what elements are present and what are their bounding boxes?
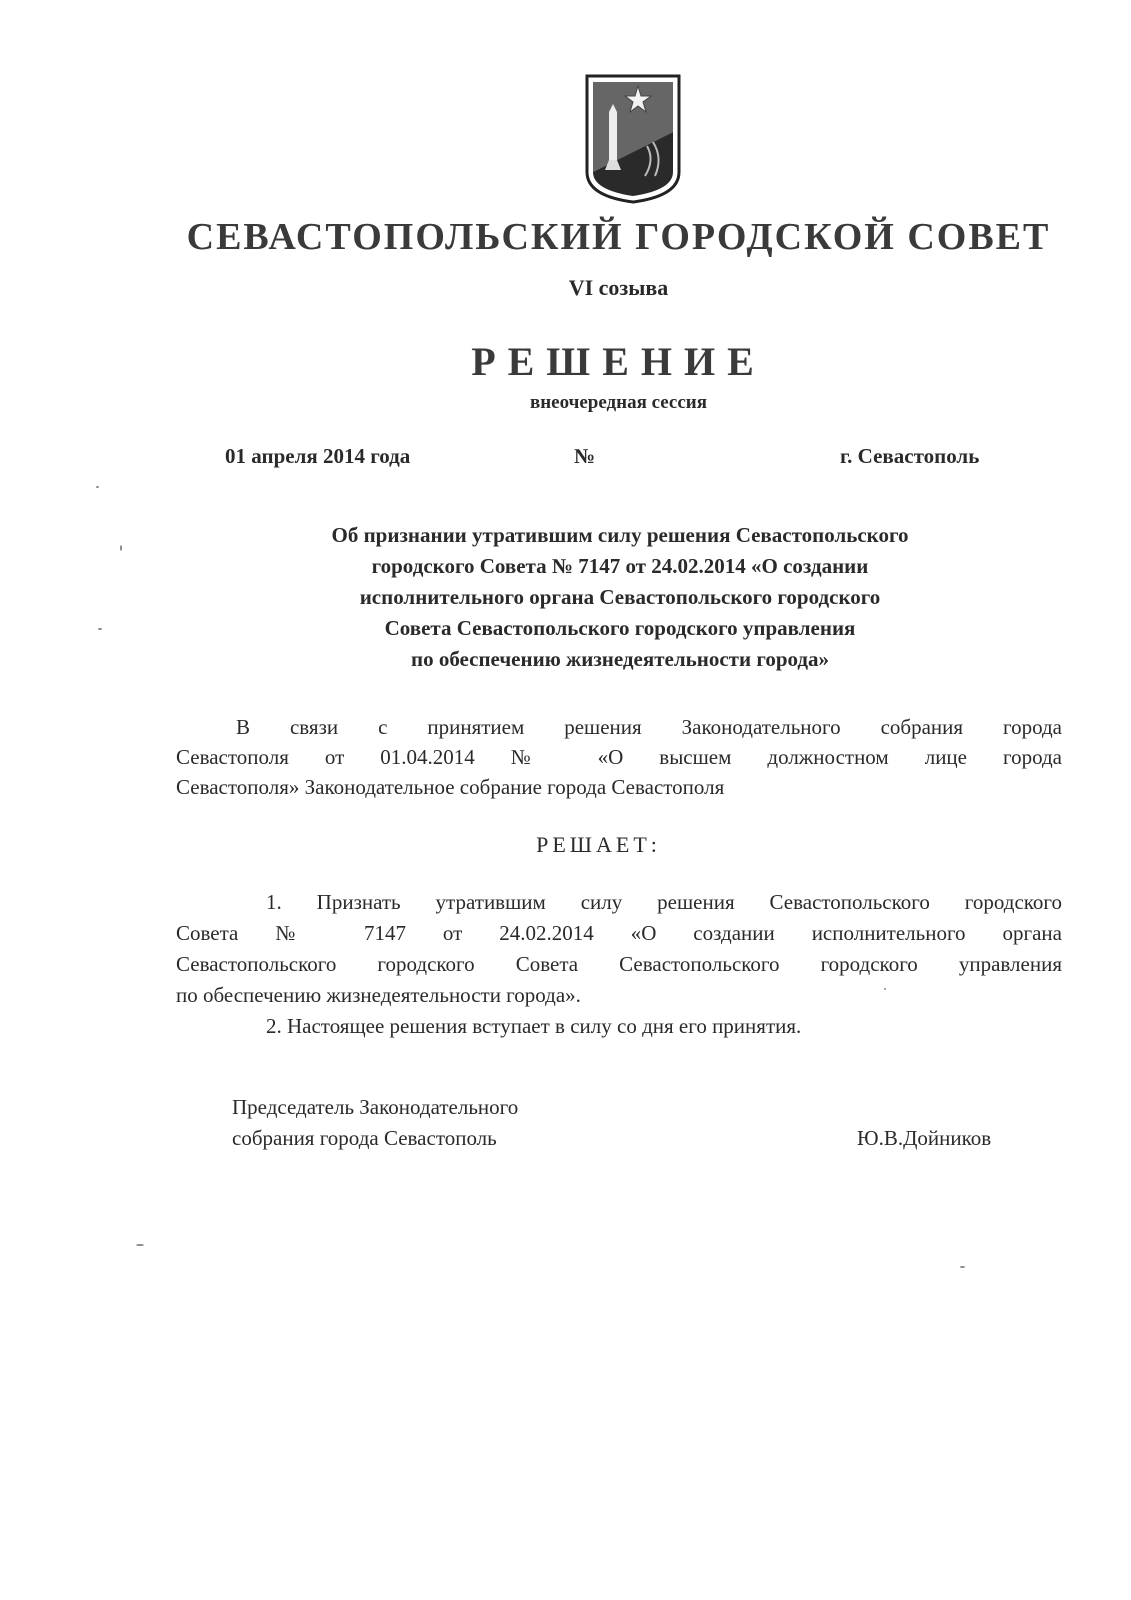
preamble-line: Севастополя» Законодательное собрание города Севастополя: [176, 775, 725, 799]
decision-subject: [240, 520, 1000, 675]
decides-heading: РЕШАЕТ:: [536, 832, 661, 857]
preamble-line: В связи с принятием решения Законодательного собрания города: [236, 715, 1062, 739]
subject-line: городского Совета № 7147 от 24.02.2014 «О создании: [371, 554, 869, 578]
scan-speck: [98, 628, 102, 630]
clause-2: 2. Настоящее решения вступает в силу со дня его принятия.: [266, 1014, 802, 1038]
signatory-name: Ю.В.Дойников: [857, 1126, 992, 1150]
scan-speck: [96, 486, 99, 488]
scan-speck: [120, 545, 122, 551]
convocation-label: VI созыва: [568, 275, 669, 300]
clause-line: 1. Признать утратившим силу решения Севастопольского городского: [266, 890, 1062, 914]
preamble-paragraph: [176, 712, 1062, 802]
decision-city: г. Севастополь: [840, 444, 980, 468]
council-title: СЕВАСТОПОЛЬСКИЙ ГОРОДСКОЙ СОВЕТ: [186, 216, 1051, 258]
sevastopol-coat-of-arms-icon: [583, 72, 683, 204]
signatory-position-line: Председатель Законодательного: [232, 1095, 519, 1119]
decision-clauses: [176, 887, 1062, 1042]
subject-line: Совета Севастопольского городского управления: [384, 616, 856, 640]
clause-line: Совета № 7147 от 24.02.2014 «О создании исполнительного органа: [176, 921, 1062, 945]
scan-speck: [960, 1266, 965, 1268]
subject-line: по обеспечению жизнедеятельности города»: [410, 647, 830, 671]
decision-number: №: [574, 444, 596, 468]
subject-line: Об признании утратившим силу решения Севастопольского: [331, 523, 909, 547]
scan-speck: [884, 988, 886, 990]
decision-date: 01 апреля 2014 года: [225, 444, 411, 468]
session-label: внеочередная сессия: [529, 392, 708, 413]
clause-line: Севастопольского городского Совета Севастопольского городского управления: [176, 952, 1062, 976]
preamble-line: Севастополя от 01.04.2014 № «О высшем должностном лице города: [176, 745, 1062, 769]
signatory-position-line: собрания города Севастополь: [232, 1126, 497, 1150]
document-type-title: РЕШЕНИЕ: [471, 339, 766, 384]
signatory-position: [232, 1092, 518, 1154]
clause-1: [176, 887, 1062, 1011]
clause-line: по обеспечению жизнедеятельности города».: [176, 983, 581, 1007]
scan-speck: [136, 1244, 144, 1246]
subject-line: исполнительного органа Севастопольского городского: [359, 585, 881, 609]
